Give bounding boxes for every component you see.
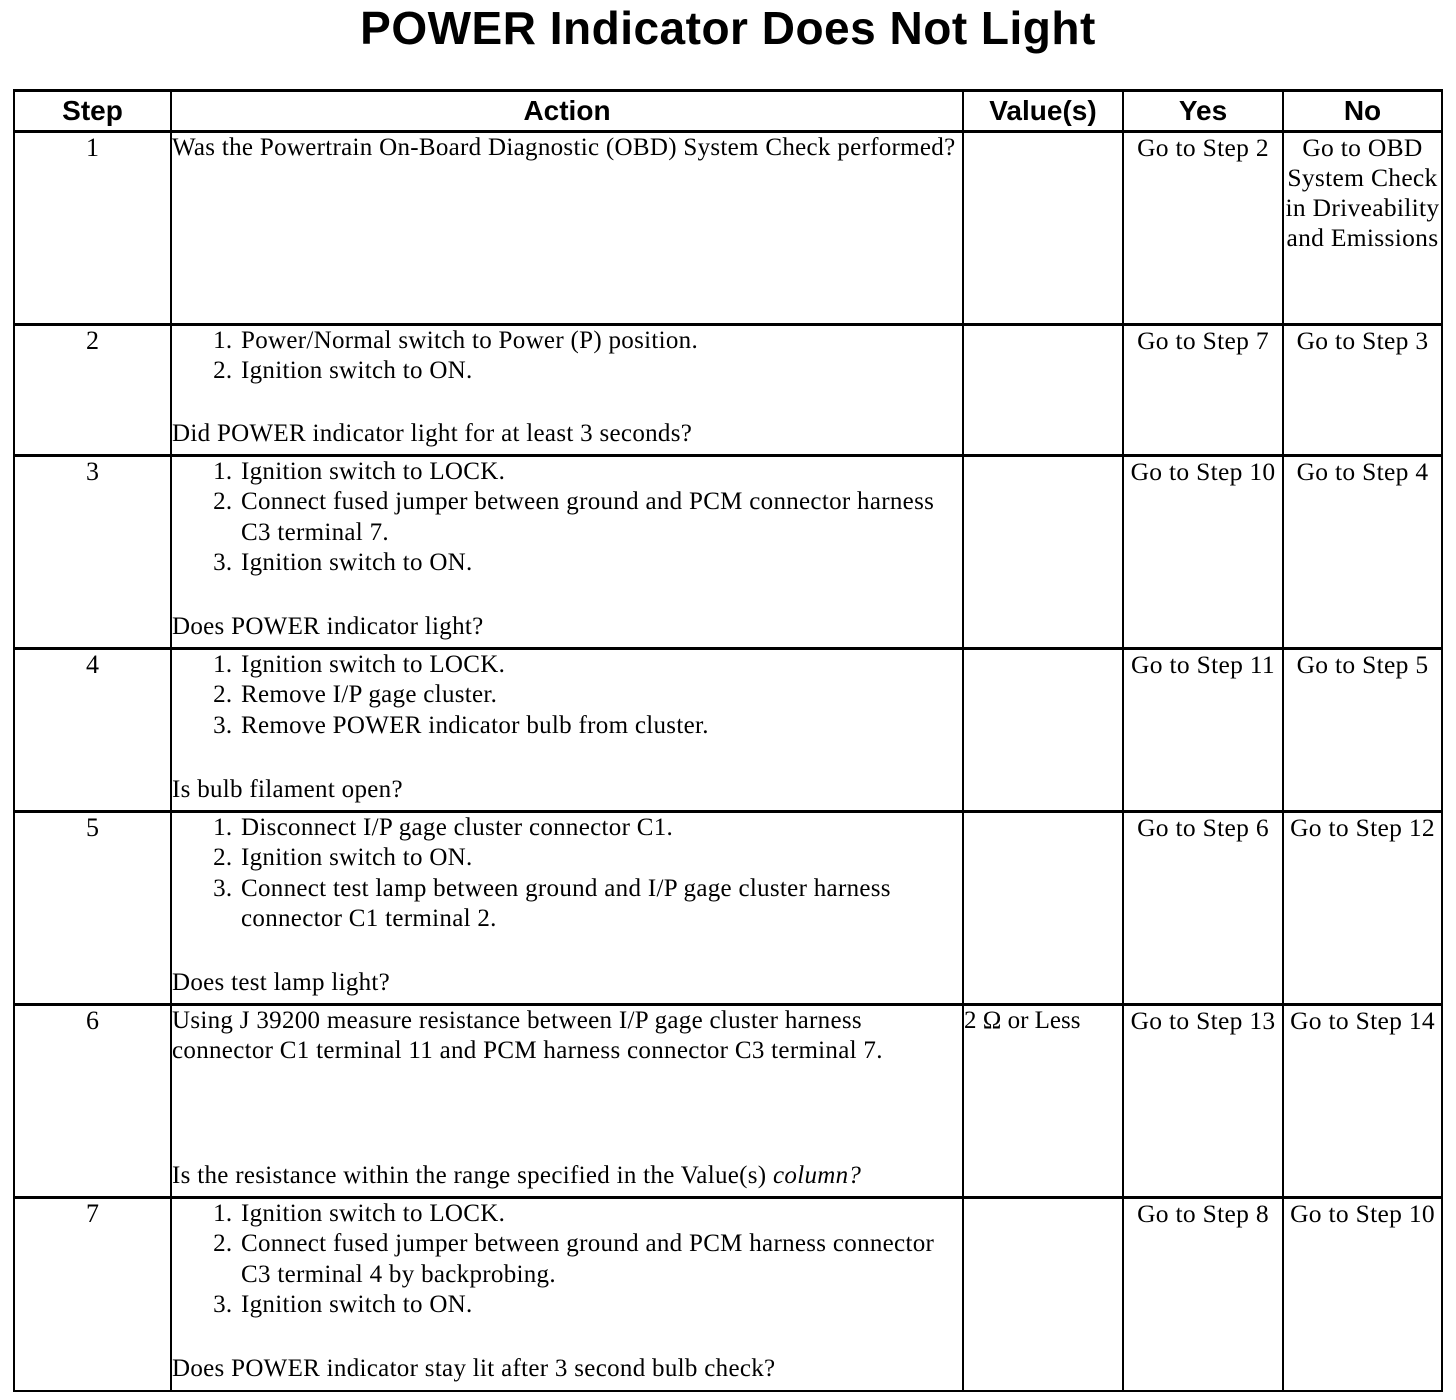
step-number: 2 (14, 325, 171, 456)
step-number: 4 (14, 649, 171, 812)
table-row (14, 1005, 1442, 1198)
action-question: Is bulb filament open? (172, 775, 403, 803)
action-steps (172, 650, 962, 741)
value-cell (963, 456, 1123, 649)
header-no: No (1283, 91, 1442, 132)
yes-cell: Go to Step 13 (1123, 1005, 1283, 1198)
action-steps (172, 1199, 962, 1320)
value-cell (963, 812, 1123, 1005)
header-action: Action (171, 91, 963, 132)
table-row (14, 132, 1442, 325)
yes-cell: Go to Step 11 (1123, 649, 1283, 812)
action-cell (171, 132, 963, 325)
value-cell: 2 Ω or Less (963, 1005, 1123, 1198)
action-cell (171, 812, 963, 1005)
action-steps (172, 813, 962, 934)
table-row (14, 1198, 1442, 1391)
action-step: 1. Ignition switch to LOCK. (239, 650, 962, 680)
value-cell (963, 325, 1123, 456)
table-row (14, 649, 1442, 812)
action-steps (172, 326, 962, 387)
action-cell (171, 649, 963, 812)
action-step: 3. Ignition switch to ON. (239, 548, 962, 578)
action-text: Was the Powertrain On-Board Diagnostic (OBD) System Check performed? (172, 134, 956, 161)
action-step: 1. Power/Normal switch to Power (P) position. (239, 326, 962, 356)
table-row (14, 325, 1442, 456)
step-number: 6 (14, 1005, 171, 1198)
no-cell: Go to Step 12 (1283, 812, 1442, 1005)
action-cell (171, 456, 963, 649)
question-tail: column? (773, 1161, 862, 1189)
step-number: 1 (14, 132, 171, 325)
no-cell: Go to Step 3 (1283, 325, 1442, 456)
header-yes: Yes (1123, 91, 1283, 132)
question-main: Is the resistance within the range specified in the Value(s) (172, 1161, 767, 1189)
action-step: 2. Ignition switch to ON. (239, 843, 962, 873)
value-cell (963, 1198, 1123, 1391)
header-row (14, 91, 1442, 132)
table-row (14, 456, 1442, 649)
action-question: Does POWER indicator stay lit after 3 second bulb check? (172, 1354, 776, 1382)
value-cell (963, 649, 1123, 812)
no-cell: Go to Step 4 (1283, 456, 1442, 649)
action-cell (171, 325, 963, 456)
table-row (14, 812, 1442, 1005)
action-step: 1. Ignition switch to LOCK. (239, 457, 962, 487)
step-number: 5 (14, 812, 171, 1005)
step-number: 3 (14, 456, 171, 649)
no-cell: Go to Step 5 (1283, 649, 1442, 812)
action-step: 1. Disconnect I/P gage cluster connector C1. (239, 813, 962, 843)
no-cell: Go to Step 10 (1283, 1198, 1442, 1391)
action-question: Does test lamp light? (172, 968, 391, 996)
header-values: Value(s) (963, 91, 1123, 132)
action-question: Does POWER indicator light? (172, 612, 484, 640)
header-step: Step (14, 91, 171, 132)
yes-cell: Go to Step 7 (1123, 325, 1283, 456)
step-number: 7 (14, 1198, 171, 1391)
action-text: Using J 39200 measure resistance between I/P gage cluster harness connector C1 terminal 11 and PCM harness connector C3 terminal 7. (172, 1007, 883, 1065)
diagnostic-table (13, 89, 1443, 1392)
action-cell (171, 1005, 963, 1198)
action-step: 3. Connect test lamp between ground and I/P gage cluster harness connector C1 terminal 2. (239, 874, 962, 935)
yes-cell: Go to Step 2 (1123, 132, 1283, 325)
action-step: 2. Ignition switch to ON. (239, 356, 962, 386)
action-steps (172, 457, 962, 578)
no-cell: Go to Step 14 (1283, 1005, 1442, 1198)
action-question (172, 1161, 962, 1191)
no-cell: Go to OBD System Check in Driveability and Emissions (1283, 132, 1442, 325)
action-step: 3. Remove POWER indicator bulb from cluster. (239, 711, 962, 741)
action-step: 2. Connect fused jumper between ground and PCM connector harness C3 terminal 7. (239, 487, 962, 548)
action-question: Did POWER indicator light for at least 3 seconds? (172, 419, 693, 447)
yes-cell: Go to Step 8 (1123, 1198, 1283, 1391)
action-step: 3. Ignition switch to ON. (239, 1290, 962, 1320)
action-step: 2. Remove I/P gage cluster. (239, 680, 962, 710)
yes-cell: Go to Step 6 (1123, 812, 1283, 1005)
action-step: 2. Connect fused jumper between ground and PCM harness connector C3 terminal 4 by backprobing. (239, 1229, 962, 1290)
yes-cell: Go to Step 10 (1123, 456, 1283, 649)
value-cell (963, 132, 1123, 325)
action-cell (171, 1198, 963, 1391)
page-title: POWER Indicator Does Not Light (360, 2, 1096, 54)
action-step: 1. Ignition switch to LOCK. (239, 1199, 962, 1229)
